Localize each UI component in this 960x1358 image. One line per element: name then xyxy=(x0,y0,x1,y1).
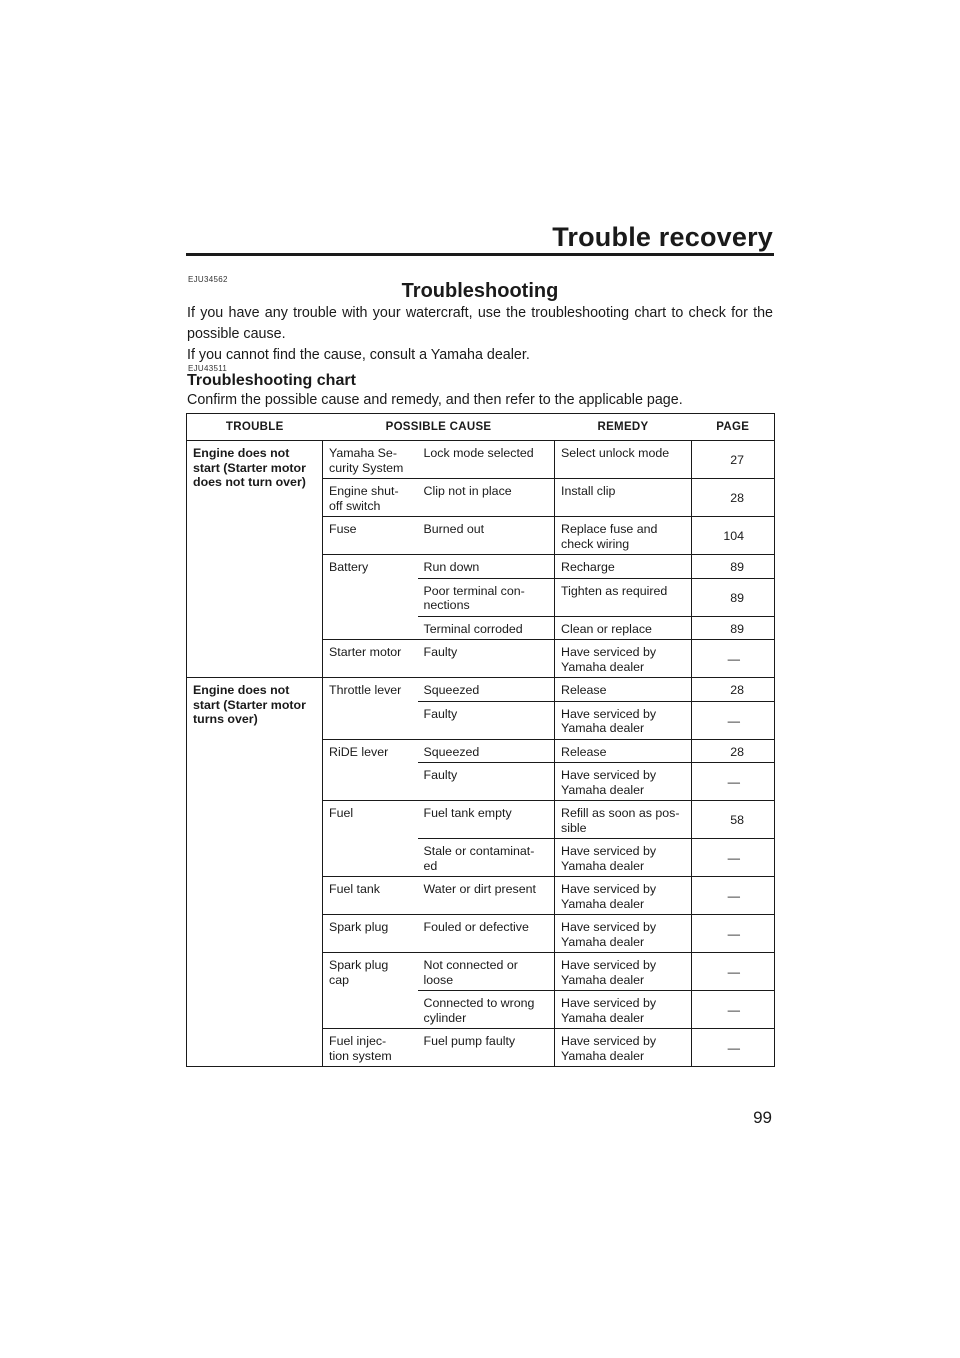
remedy-cell: Have serviced by Yamaha dealer xyxy=(555,991,692,1029)
table-row xyxy=(187,678,775,702)
cause-cell: Fuel tank xyxy=(323,877,418,915)
troubleshooting-table xyxy=(186,413,775,1067)
remedy-cell: Install clip xyxy=(555,479,692,517)
issue-cell: Fouled or defective xyxy=(418,915,555,953)
remedy-cell: Have serviced by Yamaha dealer xyxy=(555,953,692,991)
section-code: EJU34562 xyxy=(188,275,228,284)
issue-cell: Water or dirt present xyxy=(418,877,555,915)
subsection-title: Troubleshooting chart xyxy=(187,372,356,389)
remedy-cell: Have serviced by Yamaha dealer xyxy=(555,877,692,915)
issue-cell: Lock mode selected xyxy=(418,441,555,479)
remedy-cell: Release xyxy=(555,678,692,702)
cause-cell: Fuel injec- tion system xyxy=(323,1029,418,1067)
page-cell: 28 xyxy=(692,678,775,702)
header-remedy: REMEDY xyxy=(555,414,692,441)
table-header-row xyxy=(187,414,775,441)
cause-cell: Fuse xyxy=(323,517,418,555)
page-cell: — xyxy=(692,991,775,1029)
table-row xyxy=(187,441,775,479)
page-cell: 28 xyxy=(692,479,775,517)
cause-cell: RiDE lever xyxy=(323,739,418,801)
issue-cell: Not connected or loose xyxy=(418,953,555,991)
page-cell: — xyxy=(692,763,775,801)
remedy-cell: Select unlock mode xyxy=(555,441,692,479)
issue-cell: Fuel pump faulty xyxy=(418,1029,555,1067)
remedy-cell: Have serviced by Yamaha dealer xyxy=(555,640,692,678)
page-cell: 58 xyxy=(692,801,775,839)
page-cell: — xyxy=(692,915,775,953)
header-trouble: TROUBLE xyxy=(187,414,323,441)
issue-cell: Run down xyxy=(418,555,555,579)
page-cell: 89 xyxy=(692,616,775,640)
issue-cell: Clip not in place xyxy=(418,479,555,517)
remedy-cell: Release xyxy=(555,739,692,763)
remedy-cell: Clean or replace xyxy=(555,616,692,640)
page-cell: — xyxy=(692,701,775,739)
page-cell: 104 xyxy=(692,517,775,555)
header-rule xyxy=(186,253,774,256)
remedy-cell: Tighten as required xyxy=(555,578,692,616)
issue-cell: Squeezed xyxy=(418,739,555,763)
cause-cell: Fuel xyxy=(323,801,418,877)
cause-cell: Battery xyxy=(323,555,418,640)
remedy-cell: Replace fuse and check wiring xyxy=(555,517,692,555)
issue-cell: Poor terminal con- nections xyxy=(418,578,555,616)
intro-paragraph-1: If you have any trouble with your watercraft, use the troubleshooting chart to check for the possible cause. xyxy=(187,305,773,342)
issue-cell: Burned out xyxy=(418,517,555,555)
cause-cell: Throttle lever xyxy=(323,678,418,740)
trouble-cell: Engine does not start (Starter motor turns over) xyxy=(187,678,323,1067)
subsection-text: Confirm the possible cause and remedy, and then refer to the applicable page. xyxy=(187,392,683,408)
issue-cell: Faulty xyxy=(418,763,555,801)
issue-cell: Faulty xyxy=(418,640,555,678)
cause-cell: Starter motor xyxy=(323,640,418,678)
header-page: PAGE xyxy=(692,414,775,441)
intro-paragraph-2: If you cannot find the cause, consult a Yamaha dealer. xyxy=(187,347,530,363)
trouble-cell: Engine does not start (Starter motor does not turn over) xyxy=(187,441,323,678)
page-number: 99 xyxy=(753,1108,772,1127)
table-body xyxy=(187,441,775,1067)
cause-cell: Spark plug cap xyxy=(323,953,418,1029)
remedy-cell: Have serviced by Yamaha dealer xyxy=(555,839,692,877)
page-cell: 27 xyxy=(692,441,775,479)
page-cell: 89 xyxy=(692,578,775,616)
remedy-cell: Have serviced by Yamaha dealer xyxy=(555,701,692,739)
subsection-code: EJU43511 xyxy=(188,364,228,373)
remedy-cell: Have serviced by Yamaha dealer xyxy=(555,915,692,953)
remedy-cell: Refill as soon as pos- sible xyxy=(555,801,692,839)
issue-cell: Faulty xyxy=(418,701,555,739)
page-cell: — xyxy=(692,877,775,915)
cause-cell: Yamaha Se- curity System xyxy=(323,441,418,479)
header-possible-cause: POSSIBLE CAUSE xyxy=(323,414,555,441)
intro-text xyxy=(187,303,773,366)
page-cell: — xyxy=(692,839,775,877)
remedy-cell: Have serviced by Yamaha dealer xyxy=(555,763,692,801)
remedy-cell: Have serviced by Yamaha dealer xyxy=(555,1029,692,1067)
cause-cell: Engine shut- off switch xyxy=(323,479,418,517)
issue-cell: Fuel tank empty xyxy=(418,801,555,839)
section-title: Troubleshooting xyxy=(401,280,559,302)
issue-cell: Connected to wrong cylinder xyxy=(418,991,555,1029)
issue-cell: Terminal corroded xyxy=(418,616,555,640)
page-cell: — xyxy=(692,1029,775,1067)
page-cell: — xyxy=(692,640,775,678)
page-header-title: Trouble recovery xyxy=(552,222,773,252)
issue-cell: Squeezed xyxy=(418,678,555,702)
page-cell: 28 xyxy=(692,739,775,763)
issue-cell: Stale or contaminat- ed xyxy=(418,839,555,877)
remedy-cell: Recharge xyxy=(555,555,692,579)
cause-cell: Spark plug xyxy=(323,915,418,953)
page-cell: 89 xyxy=(692,555,775,579)
page-cell: — xyxy=(692,953,775,991)
